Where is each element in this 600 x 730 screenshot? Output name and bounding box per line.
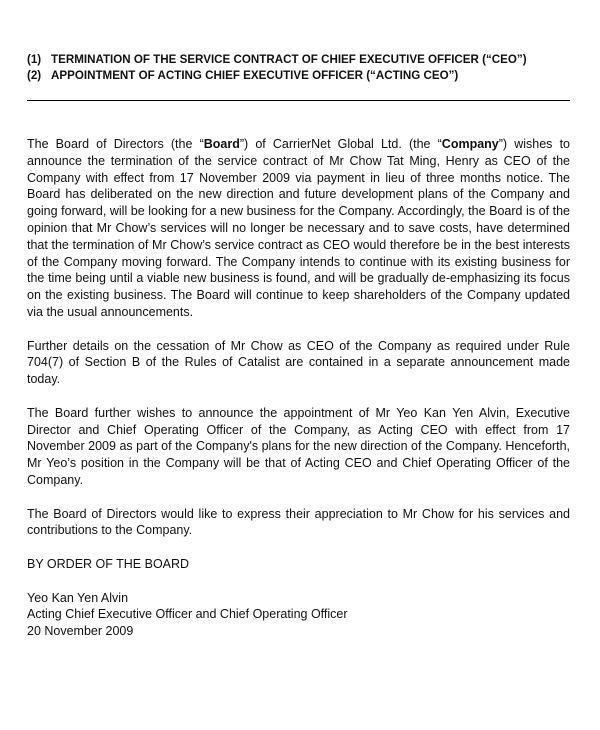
heading-divider: [27, 100, 570, 101]
announcement-body: [27, 136, 570, 640]
heading-number: (2): [27, 69, 42, 82]
paragraph-appointment: The Board further wishes to announce the appointment of Mr Yeo Kan Yen Alvin, Executive Director and Chief Operating Officer of the Company, as Acting CEO with effect from 17 November 2009 as part of the Company's plans for the new direction of the Company. Henceforth, Mr Yeo’s position in the Company will be that of Acting CEO and Chief Operating Officer of the Company.: [27, 405, 570, 487]
defined-term-board: Board: [203, 137, 240, 151]
announcement-headings: [27, 52, 587, 84]
paragraph-appreciation: The Board of Directors would like to express their appreciation to Mr Chow for his services and contributions to the Company.: [27, 506, 570, 538]
signatory-title: Acting Chief Executive Officer and Chief Operating Officer: [27, 607, 348, 622]
signatory-name: Yeo Kan Yen Alvin: [27, 590, 129, 605]
heading-number: (1): [27, 53, 42, 66]
signature-date: 20 November 2009: [27, 624, 134, 639]
defined-term-company: Company: [441, 137, 499, 151]
heading-termination: [27, 52, 587, 68]
order-line: BY ORDER OF THE BOARD: [27, 556, 190, 571]
heading-appointment: [27, 68, 587, 84]
heading-text: APPOINTMENT OF ACTING CHIEF EXECUTIVE OFFICER (“ACTING CEO”): [51, 69, 459, 82]
paragraph-text: ”) wishes to announce the termination of the service contract of Mr Chow Tat Ming, Henry as CEO of the Company with effect from 17 November 2009 via payment in lieu of three months notice. The Board has deliberated on the new direction and future development plans of the Company and going forward, will be looking for a new business for the Company. Accordingly, the Board is of the opinion that Mr Chow’s services will no longer be necessary and to save costs, have determined that the termination of Mr Chow’s service contract as CEO would therefore be in the best interests of the Company moving forward. The Company intends to continue with its existing business for the time being until a viable new business is found, and will be gradually de-emphasizing its focus on the existing business. The Board will continue to keep shareholders of the Company updated via the usual announcements.: [27, 137, 570, 319]
paragraph-termination: [27, 136, 570, 321]
paragraph-text: ”) of CarrierNet Global Ltd. (the “: [239, 137, 442, 151]
paragraph-further-details: Further details on the cessation of Mr Chow as CEO of the Company as required under Rule 704(7) of Section B of the Rules of Catalist are contained in a separate announcement made today.: [27, 338, 570, 387]
signature-block: [27, 590, 570, 640]
paragraph-text: The Board of Directors (the “: [27, 137, 204, 151]
heading-text: TERMINATION OF THE SERVICE CONTRACT OF CHIEF EXECUTIVE OFFICER (“CEO”): [51, 53, 527, 66]
